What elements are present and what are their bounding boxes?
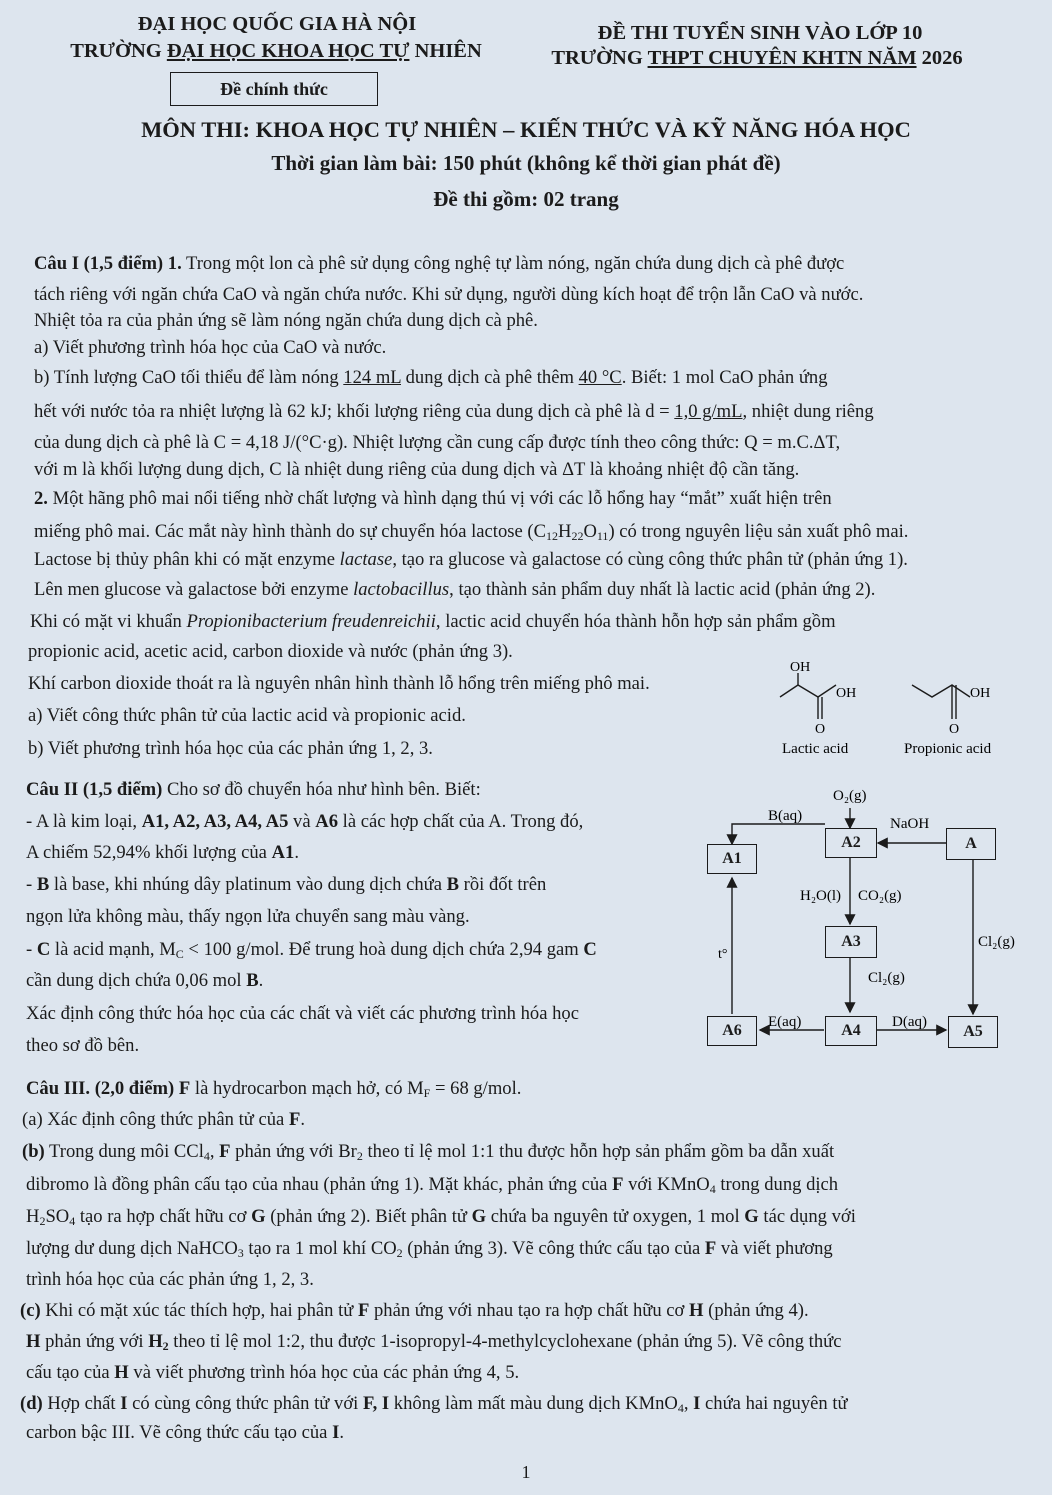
q1-p2-line-5: Khi có mặt vi khuẩn Propionibacterium freudenreichii, lactic acid chuyển hóa thành hỗn hợp sản phẩm gồm	[30, 611, 836, 632]
lactic-o: O	[815, 722, 826, 737]
lactic-acid-structure	[780, 673, 836, 719]
q1-p2-line-4: Lên men glucose và galactose bởi enzyme lactobacillus, tạo thành sản phẩm duy nhất là lactic acid (phản ứng 2).	[34, 579, 876, 600]
q3-part-b-4: lượng dư dung dịch NaHCO3 tạo ra 1 mol khí CO2 (phản ứng 3). Vẽ công thức cấu tạo của F và viết phương	[26, 1238, 833, 1260]
label-cl2-mid: Cl₂(g)	[868, 970, 905, 986]
q2-line-6: - C là acid mạnh, MC < 100 g/mol. Để trung hoà dung dịch chứa 2,94 gam C	[26, 939, 597, 961]
q1-line-1: Câu I (1,5 điểm) 1. Trong một lon cà phê sử dụng công nghệ tự làm nóng, ngăn chứa dung dịch cà phê được	[34, 253, 845, 274]
q3-part-c-2: H phản ứng với H2 theo tỉ lệ mol 1:2, thu được 1-isopropyl-4-methylcyclohexane (phản ứng 5). Vẽ công thức	[26, 1331, 842, 1353]
q3-part-a: (a) Xác định công thức phân tử của F.	[22, 1109, 305, 1130]
acid-structures	[770, 655, 1020, 765]
propionic-o: O	[949, 722, 960, 737]
q2-line-9: theo sơ đồ bên.	[26, 1035, 140, 1056]
lactic-acid-label: Lactic acid	[782, 741, 849, 757]
label-cl2-right: Cl₂(g)	[978, 934, 1015, 950]
q1-p2-line-2: miếng phô mai. Các mắt này hình thành do sự chuyển hóa lactose (C12H22O11) có trong nguyên liệu sản xuất phô mai.	[34, 521, 909, 543]
q2-line-8: Xác định công thức hóa học của các chất và viết các phương trình hóa học	[26, 1003, 579, 1024]
school-name: TRƯỜNG ĐẠI HỌC KHOA HỌC TỰ NHIÊN	[70, 40, 482, 62]
q1-p2-line-6: propionic acid, acetic acid, carbon dioxide và nước (phản ứng 3).	[28, 641, 513, 662]
q3-part-b-2: dibromo là đồng phân cấu tạo của nhau (phản ứng 1). Mặt khác, phản ứng của F với KMnO4 trong dung dịch	[26, 1174, 839, 1196]
label-t: t°	[718, 947, 728, 962]
page-number: 1	[521, 1462, 531, 1482]
label-o2: O₂(g)	[833, 788, 867, 804]
q1-part-a: a) Viết phương trình hóa học của CaO và nước.	[34, 337, 387, 358]
q3-part-b-1: (b) Trong dung môi CCl4, F phản ứng với Br2 theo tỉ lệ mol 1:1 thu được hỗn hợp sản phẩm gồm ba dẫn xuất	[22, 1141, 835, 1163]
q1-part-b-2: hết với nước tỏa ra nhiệt lượng là 62 kJ; khối lượng riêng của dung dịch cà phê là d = 1,0 g/mL, nhiệt dung riêng	[34, 401, 874, 422]
label-d-aq: D(aq)	[892, 1014, 927, 1030]
label-e-aq: E(aq)	[768, 1014, 802, 1030]
q1-p2-line-7: Khí carbon dioxide thoát ra là nguyên nhân hình thành lỗ hổng trên miếng phô mai.	[28, 673, 650, 694]
q2-line-5: ngọn lửa không màu, thấy ngọn lửa chuyển sang màu vàng.	[26, 906, 470, 927]
q1-p2-line-3: Lactose bị thủy phân khi có mặt enzyme lactase, tạo ra glucose và galactose có cùng công thức phân tử (phản ứng 1).	[34, 549, 908, 570]
label-h2o: H₂O(l)	[800, 888, 842, 904]
q1-p2-part-b: b) Viết phương trình hóa học của các phản ứng 1, 2, 3.	[28, 738, 433, 759]
lactic-oh-right: OH	[836, 686, 857, 701]
node-a2: A2	[825, 828, 877, 858]
label-co2: CO₂(g)	[858, 888, 902, 904]
q1-part-b-4: với m là khối lượng dung dịch, C là nhiệt dung riêng của dung dịch và ΔT là khoảng nhiệt độ cần tăng.	[34, 459, 800, 480]
node-a4: A4	[825, 1016, 877, 1046]
page-count: Đề thi gồm: 02 trang	[433, 187, 619, 211]
exam-title: ĐỀ THI TUYỂN SINH VÀO LỚP 10	[597, 22, 923, 44]
propionic-oh: OH	[970, 686, 991, 701]
node-a: A	[946, 828, 996, 860]
q3-part-b-3: H2SO4 tạo ra hợp chất hữu cơ G (phản ứng 2). Biết phân tử G chứa ba nguyên tử oxygen, 1 mol G tác dụng với	[26, 1206, 856, 1228]
q1-part-b-3: của dung dịch cà phê là C = 4,18 J/(°C·g). Nhiệt lượng cần cung cấp được tính theo công thức: Q = m.C.ΔT,	[34, 432, 841, 453]
q1-part-b-1: b) Tính lượng CaO tối thiểu để làm nóng 124 mL dung dịch cà phê thêm 40 °C. Biết: 1 mol CaO phản ứng	[34, 367, 828, 388]
q3-part-c-1: (c) Khi có mặt xúc tác thích hợp, hai phân tử F phản ứng với nhau tạo ra hợp chất hữu cơ H (phản ứng 4).	[20, 1300, 809, 1321]
q3-part-b-5: trình hóa học của các phản ứng 1, 2, 3.	[26, 1269, 314, 1290]
node-a3: A3	[825, 926, 877, 958]
subject-title: MÔN THI: KHOA HỌC TỰ NHIÊN – KIẾN THỨC VÀ KỸ NĂNG HÓA HỌC	[141, 117, 911, 142]
q3-part-d-2: carbon bậc III. Vẽ công thức cấu tạo của I.	[26, 1422, 344, 1443]
q3-part-d-1: (d) Hợp chất I có cùng công thức phân tử với F, I không làm mất màu dung dịch KMnO4, I chứa hai nguyên tử	[20, 1393, 848, 1415]
q2-line-3: A chiếm 52,94% khối lượng của A1.	[26, 842, 299, 863]
node-a5: A5	[948, 1016, 998, 1048]
q2-line-2: - A là kim loại, A1, A2, A3, A4, A5 và A6 là các hợp chất của A. Trong đó,	[26, 811, 584, 832]
label-naoh: NaOH	[890, 816, 930, 832]
node-a1: A1	[707, 844, 757, 874]
exam-school: TRƯỜNG THPT CHUYÊN KHTN NĂM 2026	[551, 47, 963, 69]
lactic-oh-top: OH	[790, 660, 811, 675]
q1-line-3: Nhiệt tỏa ra của phản ứng sẽ làm nóng ngăn chứa dung dịch cà phê.	[34, 310, 538, 331]
q2-line-7: cần dung dịch chứa 0,06 mol B.	[26, 970, 264, 991]
q3-line-1: Câu III. (2,0 điểm) F là hydrocarbon mạch hở, có MF = 68 g/mol.	[26, 1078, 522, 1100]
node-a6: A6	[707, 1016, 757, 1046]
label-b-aq: B(aq)	[768, 808, 803, 824]
official-stamp: Đề chính thức	[170, 72, 378, 106]
q1-p2-part-a: a) Viết công thức phân tử của lactic acid và propionic acid.	[28, 705, 466, 726]
duration: Thời gian làm bài: 150 phút (không kể thời gian phát đề)	[271, 151, 781, 175]
propionic-acid-label: Propionic acid	[904, 741, 992, 757]
q3-part-c-3: cấu tạo của H và viết phương trình hóa học của các phản ứng 4, 5.	[26, 1362, 520, 1383]
propionic-acid-structure	[912, 685, 970, 719]
q1-p2-line-1: 2. Một hãng phô mai nổi tiếng nhờ chất lượng và hình dạng thú vị với các lỗ hổng hay “mắt” xuất hiện trên	[34, 488, 832, 509]
q2-line-1: Câu II (1,5 điểm) Cho sơ đồ chuyển hóa như hình bên. Biết:	[26, 779, 481, 800]
q1-line-2: tách riêng với ngăn chứa CaO và ngăn chứa nước. Khi sử dụng, người dùng kích hoạt để trộn lẫn CaO và nước.	[34, 284, 864, 305]
q2-line-4: - B là base, khi nhúng dây platinum vào dung dịch chứa B rồi đốt trên	[26, 874, 547, 895]
university-name: ĐẠI HỌC QUỐC GIA HÀ NỘI	[137, 13, 417, 35]
